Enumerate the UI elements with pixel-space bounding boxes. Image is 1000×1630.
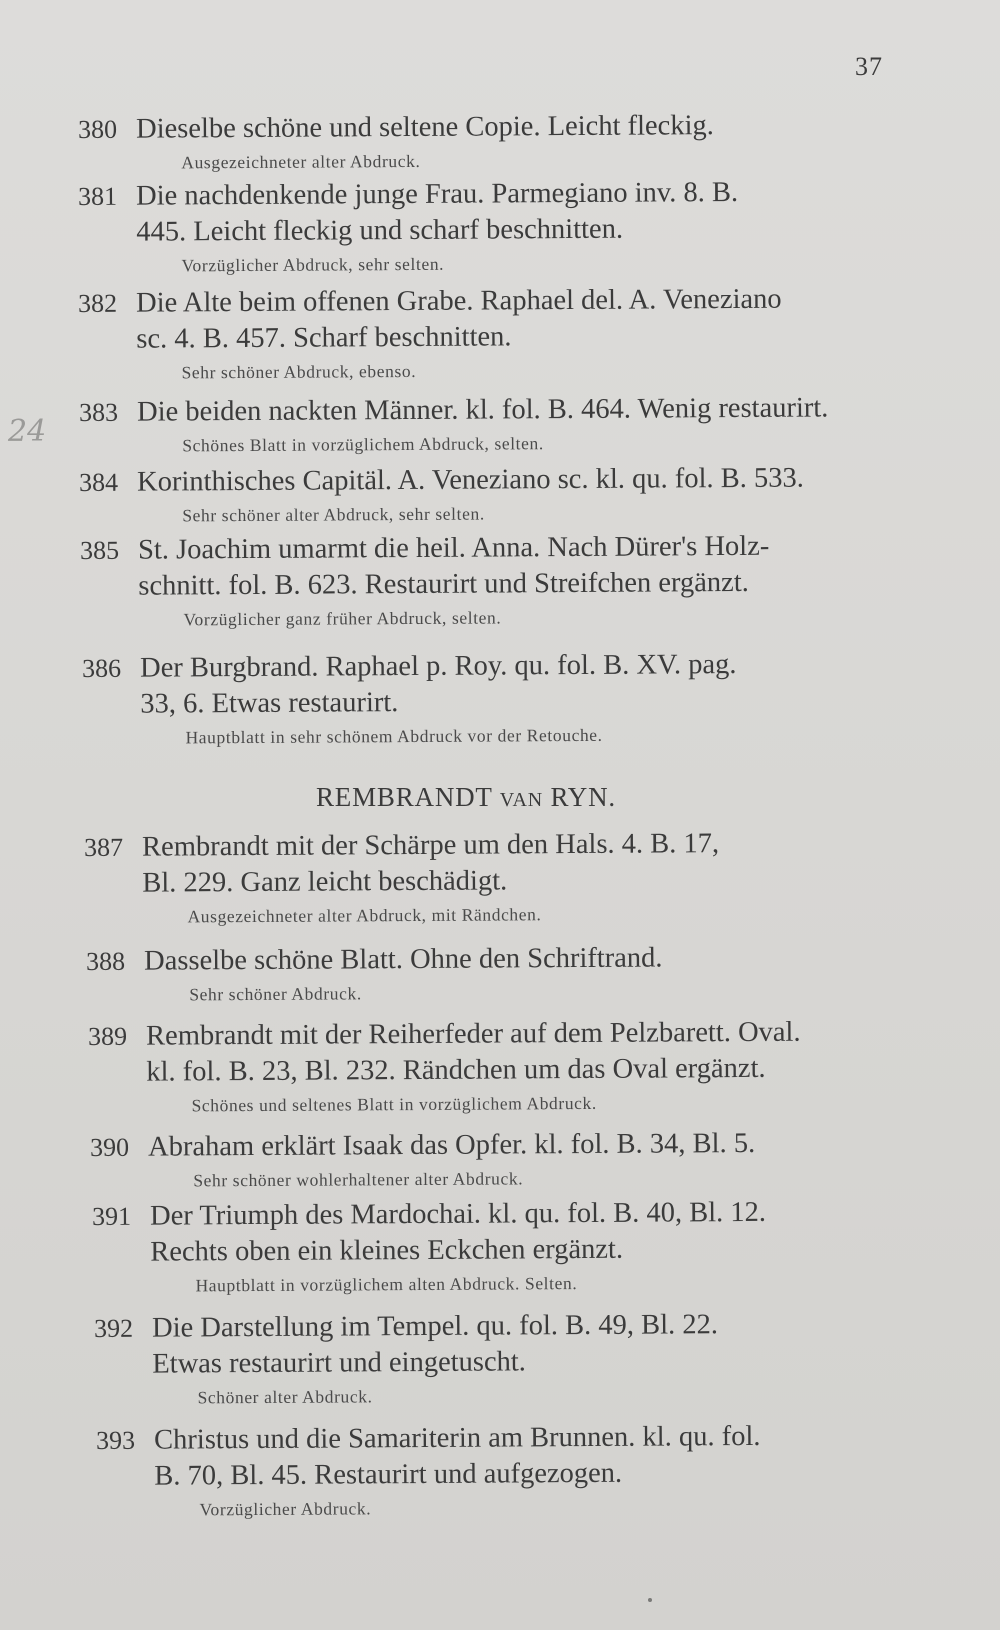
catalog-entry bbox=[86, 939, 916, 1010]
entry-first-line bbox=[86, 939, 916, 980]
entry-number: 380 bbox=[78, 114, 118, 144]
entry-note: Hauptblatt in sehr schönem Abdruck vor der Retouche. bbox=[185, 724, 603, 748]
entry-first-line bbox=[94, 1306, 924, 1347]
entry-note: Sehr schöner wohlerhaltener alter Abdruck. bbox=[193, 1168, 524, 1191]
entry-note: Hauptblatt in vorzüglichem alten Abdruck. Selten. bbox=[195, 1273, 578, 1296]
entry-first-line bbox=[90, 1125, 920, 1166]
entry-note: Vorzüglicher ganz früher Abdruck, selten. bbox=[183, 607, 502, 630]
entry-text: Korinthisches Capitäl. A. Veneziano sc. kl. qu. fol. B. 533. bbox=[137, 462, 804, 498]
entry-text: Dasselbe schöne Blatt. Ohne den Schriftrand. bbox=[144, 942, 663, 977]
handwritten-margin-note: 24 bbox=[8, 414, 47, 449]
entry-continuation-line: Bl. 229. Ganz leicht beschädigt. bbox=[142, 865, 508, 899]
catalog-entry bbox=[92, 1194, 923, 1301]
entry-continuation-line: schnitt. fol. B. 623. Restaurirt und Streifchen ergänzt. bbox=[138, 566, 749, 602]
entry-number: 388 bbox=[86, 946, 126, 976]
section-title-main: REMBRANDT bbox=[316, 782, 500, 812]
entry-note: Schöner alter Abdruck. bbox=[197, 1386, 373, 1408]
entry-first-line bbox=[88, 1014, 918, 1055]
entry-note: Schönes Blatt in vorzüglichem Abdruck, selten. bbox=[182, 433, 544, 456]
entry-text: Rembrandt mit der Schärpe um den Hals. 4. B. 17, bbox=[142, 828, 720, 863]
entry-number: 390 bbox=[90, 1132, 130, 1162]
entry-continuation-line: 445. Leicht fleckig und scharf beschnitten. bbox=[136, 213, 624, 248]
entry-continuation-line: Etwas restaurirt und eingetuscht. bbox=[152, 1346, 526, 1380]
entry-number: 391 bbox=[92, 1201, 132, 1231]
entry-note: Sehr schöner Abdruck. bbox=[189, 983, 362, 1005]
entry-text: Die nachdenkende junge Frau. Parmegiano inv. 8. B. bbox=[136, 176, 739, 212]
entry-continuation-line: kl. fol. B. 23, Bl. 232. Rändchen um das Oval ergänzt. bbox=[146, 1052, 766, 1088]
entry-first-line bbox=[84, 825, 914, 866]
entry-number: 393 bbox=[96, 1425, 136, 1455]
entry-text: Der Triumph des Mardochai. kl. qu. fol. B. 40, Bl. 12. bbox=[150, 1196, 767, 1232]
catalog-entry bbox=[90, 1125, 920, 1196]
entry-number: 386 bbox=[82, 653, 122, 683]
entry-number: 385 bbox=[80, 535, 120, 565]
entry-continuation-line: Rechts oben ein kleines Eckchen ergänzt. bbox=[150, 1233, 624, 1268]
entry-number: 389 bbox=[88, 1021, 128, 1051]
entry-text: Der Burgbrand. Raphael p. Roy. qu. fol. B. XV. pag. bbox=[140, 649, 737, 684]
entry-continuation-line: 33, 6. Etwas restaurirt. bbox=[140, 687, 399, 720]
catalog-entry bbox=[96, 1418, 927, 1525]
entry-note: Schönes und seltenes Blatt in vorzüglichem Abdruck. bbox=[191, 1092, 597, 1116]
entry-number: 383 bbox=[79, 397, 119, 427]
entry-text: Christus und die Samariterin am Brunnen. kl. qu. fol. bbox=[154, 1420, 761, 1456]
entry-first-line bbox=[92, 1194, 922, 1235]
entry-number: 382 bbox=[78, 288, 118, 318]
entry-note: Ausgezeichneter alter Abdruck, mit Rändchen. bbox=[187, 904, 542, 927]
entry-number: 387 bbox=[84, 832, 124, 862]
entry-text: Rembrandt mit der Reiherfeder auf dem Pelzbarett. Oval. bbox=[146, 1016, 801, 1052]
entry-text: Abraham erklärt Isaak das Opfer. kl. fol. B. 34, Bl. 5. bbox=[148, 1127, 756, 1163]
entry-number: 384 bbox=[79, 467, 119, 497]
entry-text: Die Alte beim offenen Grabe. Raphael del. A. Veneziano bbox=[136, 283, 782, 319]
catalog-entry bbox=[84, 825, 915, 932]
page-number: 37 bbox=[855, 52, 883, 81]
catalog-entry bbox=[94, 1306, 925, 1413]
entry-text: Die beiden nackten Männer. kl. fol. B. 464. Wenig restaurirt. bbox=[137, 392, 829, 428]
entry-note: Sehr schöner alter Abdruck, sehr selten. bbox=[182, 503, 485, 526]
entry-note: Vorzüglicher Abdruck, sehr selten. bbox=[181, 253, 445, 276]
entry-note: Ausgezeichneter alter Abdruck. bbox=[181, 150, 421, 173]
entry-continuation-line: sc. 4. B. 457. Scharf beschnitten. bbox=[136, 321, 512, 355]
entry-number: 381 bbox=[78, 181, 118, 211]
paper-speck bbox=[648, 1598, 652, 1602]
section-title-small-caps: VAN bbox=[499, 789, 543, 811]
entry-note: Sehr schöner Abdruck, ebenso. bbox=[181, 360, 417, 383]
entry-note: Vorzüglicher Abdruck. bbox=[199, 1498, 372, 1520]
entry-text: Die Darstellung im Tempel. qu. fol. B. 49, Bl. 22. bbox=[152, 1309, 719, 1344]
entry-text: St. Joachim umarmt die heil. Anna. Nach Dürer's Holz- bbox=[138, 530, 770, 566]
section-title-tail: RYN. bbox=[542, 782, 616, 812]
catalog-entry bbox=[88, 1014, 919, 1121]
entry-number: 392 bbox=[94, 1313, 134, 1343]
entry-first-line bbox=[96, 1418, 926, 1459]
entry-text: Dieselbe schöne und seltene Copie. Leicht fleckig. bbox=[136, 110, 714, 145]
entry-continuation-line: B. 70, Bl. 45. Restaurirt und aufgezogen. bbox=[154, 1457, 623, 1492]
